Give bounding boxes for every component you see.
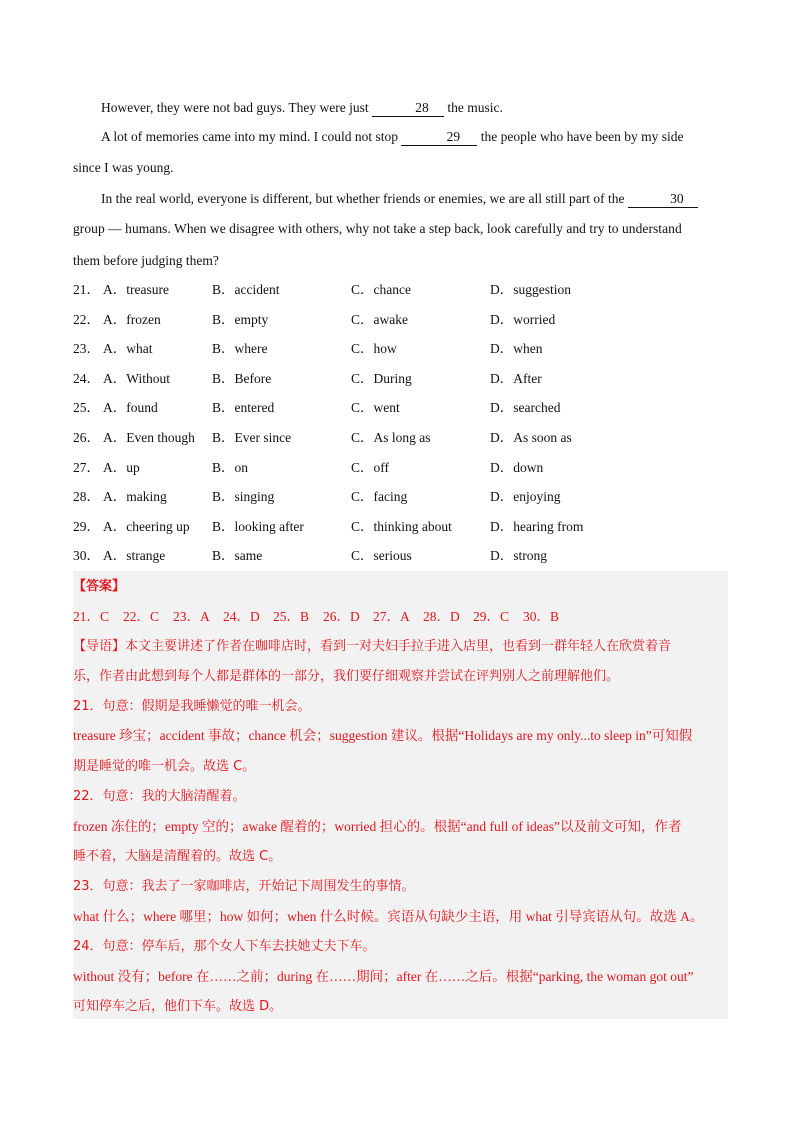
answer-key: 27．A	[373, 609, 410, 624]
question-number: 26．	[73, 429, 100, 445]
guide-line: 乐，作者由此想到每个人都是群体的一部分，我们要仔细观察并尝试在评判别人之前理解他们。	[73, 669, 620, 684]
question-number: 27．	[73, 459, 100, 475]
option-d: D．searched	[490, 400, 561, 416]
option-a: A．found	[103, 400, 158, 416]
q22-explanation: frozen 冻住的；empty 空的；awake 醒着的；worried 担心的。根据“and full of ideas”以及前文可知，作者	[73, 819, 682, 834]
answer-key: 26．D	[323, 609, 360, 624]
passage-text: the people who have been by my side	[477, 129, 684, 144]
option-a: A．up	[103, 459, 140, 475]
passage-line: them before judging them?	[73, 253, 219, 268]
option-c: C．During	[351, 370, 412, 386]
option-c: C．chance	[351, 282, 411, 297]
option-b: B．on	[212, 459, 249, 475]
option-a: A．cheering up	[103, 518, 190, 534]
passage-text: group — humans. When we disagree with others, why not take a step back, look carefully and try to understand	[73, 221, 682, 236]
option-b: B．entered	[212, 400, 275, 416]
q22-explanation: 睡不着，大脑是清醒着的。故选 C。	[73, 849, 282, 864]
option-a: A．Without	[103, 370, 170, 386]
question-number: 28．	[73, 489, 100, 505]
question-row	[73, 367, 728, 397]
answer-section	[73, 571, 728, 1019]
q24-title: 24．句意：停车后，那个女人下车去扶她丈夫下车。	[73, 939, 376, 954]
option-c: C．how	[351, 341, 397, 357]
option-c: C．facing	[351, 489, 408, 505]
option-c: C．awake	[351, 311, 408, 327]
question-row	[73, 456, 728, 486]
q21-title: 21．句意：假期是我睡懒觉的唯一机会。	[73, 699, 311, 714]
q22-title: 22．句意：我的大脑清醒着。	[73, 789, 246, 804]
question-row	[73, 485, 728, 515]
q23-title: 23．句意：我去了一家咖啡店，开始记下周围发生的事情。	[73, 879, 415, 894]
option-a: A．making	[103, 489, 167, 505]
question-row	[73, 426, 728, 456]
option-d: D．enjoying	[490, 489, 561, 505]
option-c: C．serious	[351, 548, 412, 564]
passage-text: A lot of memories came into my mind. I could not stop	[101, 129, 402, 144]
answer-header: 【答案】	[73, 579, 126, 594]
question-options	[73, 278, 728, 574]
option-c: C．As long as	[351, 429, 431, 445]
option-b: B．same	[212, 548, 263, 564]
option-b: B．Ever since	[212, 429, 292, 445]
option-b: B．looking after	[212, 518, 304, 534]
blank-28: 28	[372, 100, 444, 117]
q21-explanation: 期是睡觉的唯一机会。故选 C。	[73, 759, 256, 774]
passage-line	[73, 121, 728, 152]
passage-line	[73, 213, 728, 244]
blank-30: 30	[628, 191, 698, 208]
answer-key: 30．B	[523, 609, 560, 624]
answer-key: 28．D	[423, 609, 460, 624]
question-row	[73, 337, 728, 367]
answer-key: 29．C	[473, 609, 510, 624]
passage-paragraph-1	[73, 92, 728, 123]
option-c: C．thinking about	[351, 518, 452, 534]
question-number: 30．	[73, 548, 100, 564]
option-b: B．empty	[212, 311, 269, 327]
passage-paragraph-3	[73, 183, 728, 214]
q24-explanation: 可知停车之后，他们下车。故选 D。	[73, 999, 283, 1014]
option-a: A．frozen	[103, 311, 161, 327]
question-row	[73, 544, 728, 574]
passage-text: However, they were not bad guys. They were just	[101, 100, 373, 115]
option-c: C．off	[351, 459, 390, 475]
option-d: D．suggestion	[490, 282, 571, 297]
option-b: B．accident	[212, 282, 280, 297]
option-d: D．hearing from	[490, 518, 584, 534]
question-row	[73, 515, 728, 545]
option-a: A．what	[103, 341, 153, 357]
q24-explanation: without 没有；before 在……之前；during 在……期间；after 在……之后。根据“parking, the woman got out”	[73, 969, 694, 984]
option-a: A．Even though	[103, 429, 195, 445]
question-row	[73, 396, 728, 426]
option-a: A．treasure	[103, 282, 169, 297]
blank-29: 29	[401, 129, 477, 146]
answer-key: 24．D	[223, 609, 260, 624]
question-number: 25．	[73, 400, 100, 416]
option-d: D．As soon as	[490, 429, 572, 445]
question-number: 23．	[73, 341, 100, 357]
question-row	[73, 308, 728, 338]
option-d: D．down	[490, 459, 544, 475]
answer-key: 25．B	[273, 609, 310, 624]
question-row	[73, 278, 728, 308]
answer-key: 23．A	[173, 609, 210, 624]
option-d: D．After	[490, 370, 542, 386]
option-d: D．strong	[490, 548, 547, 564]
question-number: 22．	[73, 311, 100, 327]
q23-explanation: what 什么；where 哪里；how 如何；when 什么时候。宾语从句缺少主语，用 what 引导宾语从句。故选 A。	[73, 909, 704, 924]
answer-keys	[73, 605, 728, 625]
option-c: C．went	[351, 400, 400, 416]
option-d: D．when	[490, 341, 543, 357]
option-b: B．singing	[212, 489, 275, 505]
passage-line: since I was young.	[73, 160, 174, 175]
question-number: 24．	[73, 370, 100, 386]
passage-text: In the real world, everyone is different, but whether friends or enemies, we are all still part of the	[101, 191, 628, 206]
option-d: D．worried	[490, 311, 556, 327]
option-b: B．Before	[212, 370, 272, 386]
option-b: B．where	[212, 341, 268, 357]
q21-explanation: treasure 珍宝；accident 事故；chance 机会；suggestion 建议。根据“Holidays are my only...to sleep in”可知假	[73, 728, 693, 743]
option-a: A．strange	[103, 548, 166, 564]
passage-paragraph-2	[73, 121, 728, 152]
question-number: 21．	[73, 282, 100, 297]
answer-key: 21．C	[73, 609, 110, 624]
answer-key: 22．C	[123, 609, 160, 624]
question-number: 29．	[73, 518, 100, 534]
guide-line: 【导语】本文主要讲述了作者在咖啡店时，看到一对夫妇手拉手进入店里，也看到一群年轻人在欣赏着音	[73, 639, 672, 654]
passage-text: the music.	[444, 100, 503, 115]
